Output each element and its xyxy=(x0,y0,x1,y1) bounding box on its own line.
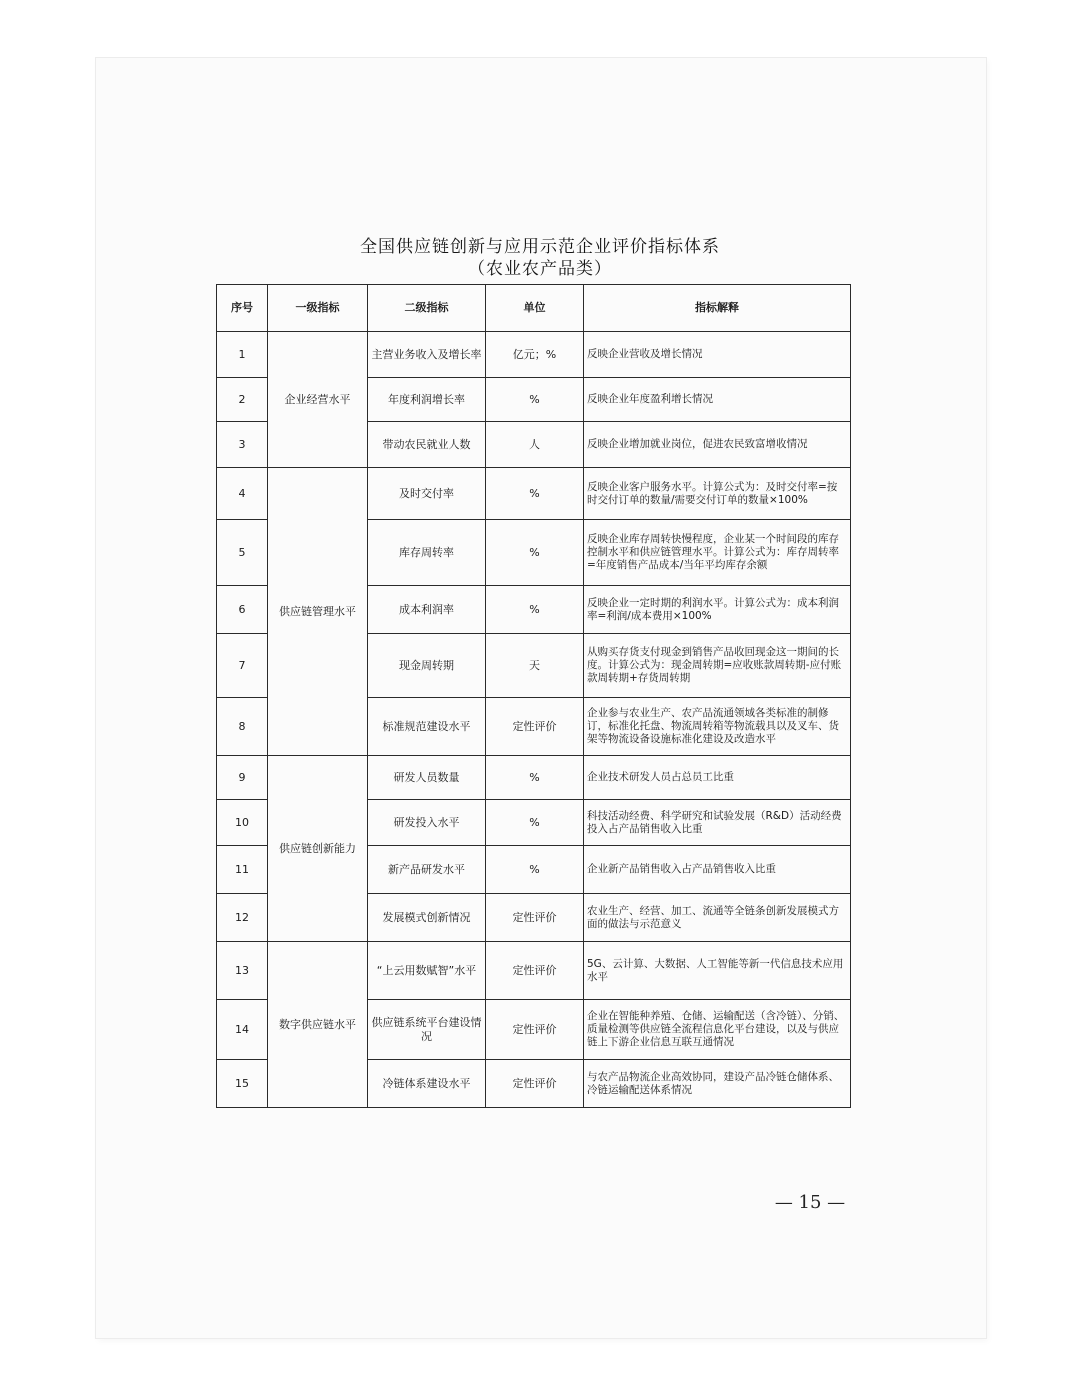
header-explain: 指标解释 xyxy=(584,285,851,332)
row-no: 5 xyxy=(217,520,268,586)
row-no: 13 xyxy=(217,942,268,1000)
row-indicator: 研发投入水平 xyxy=(368,800,486,846)
row-unit: 天 xyxy=(486,634,584,698)
row-no: 8 xyxy=(217,698,268,756)
row-unit: 人 xyxy=(486,422,584,468)
row-explain: 反映企业增加就业岗位，促进农民致富增收情况 xyxy=(584,422,851,468)
table-row xyxy=(217,332,851,378)
row-explain: 反映企业一定时期的利润水平。计算公式为：成本利润率=利润/成本费用×100% xyxy=(584,586,851,634)
row-explain: 企业在智能种养殖、仓储、运输配送（含冷链）、分销、质量检测等供应链全流程信息化平台建设，以及与供应链上下游企业信息互联互通情况 xyxy=(584,1000,851,1060)
row-explain: 5G、云计算、大数据、人工智能等新一代信息技术应用水平 xyxy=(584,942,851,1000)
row-unit: % xyxy=(486,800,584,846)
row-indicator: 发展模式创新情况 xyxy=(368,894,486,942)
row-unit: 定性评价 xyxy=(486,1060,584,1108)
row-indicator: 主营业务收入及增长率 xyxy=(368,332,486,378)
indicator-table xyxy=(216,284,851,1108)
row-no: 4 xyxy=(217,468,268,520)
row-indicator: 及时交付率 xyxy=(368,468,486,520)
document-subtitle: （农业农产品类） xyxy=(468,259,612,279)
row-no: 7 xyxy=(217,634,268,698)
table-header-row xyxy=(217,285,851,332)
row-indicator: 研发人员数量 xyxy=(368,756,486,800)
row-explain: 反映企业年度盈利增长情况 xyxy=(584,378,851,422)
row-indicator: 供应链系统平台建设情况 xyxy=(368,1000,486,1060)
row-unit: 定性评价 xyxy=(486,1000,584,1060)
row-indicator: 新产品研发水平 xyxy=(368,846,486,894)
header-unit: 单位 xyxy=(486,285,584,332)
header-no: 序号 xyxy=(217,285,268,332)
group-label: 数字供应链水平 xyxy=(268,942,368,1108)
row-indicator: 标准规范建设水平 xyxy=(368,698,486,756)
row-unit: 定性评价 xyxy=(486,698,584,756)
row-unit: 定性评价 xyxy=(486,942,584,1000)
row-explain: 与农产品物流企业高效协同，建设产品冷链仓储体系、冷链运输配送体系情况 xyxy=(584,1060,851,1108)
row-explain: 反映企业库存周转快慢程度，企业某一个时间段的库存控制水平和供应链管理水平。计算公式为：库存周转率=年度销售产品成本/当年平均库存余额 xyxy=(584,520,851,586)
row-no: 14 xyxy=(217,1000,268,1060)
row-unit: % xyxy=(486,586,584,634)
row-no: 3 xyxy=(217,422,268,468)
group-label: 企业经营水平 xyxy=(268,332,368,468)
row-indicator: 库存周转率 xyxy=(368,520,486,586)
group-label: 供应链创新能力 xyxy=(268,756,368,942)
row-unit: 定性评价 xyxy=(486,894,584,942)
row-no: 10 xyxy=(217,800,268,846)
table-row xyxy=(217,468,851,520)
group-label: 供应链管理水平 xyxy=(268,468,368,756)
row-unit: % xyxy=(486,468,584,520)
row-no: 11 xyxy=(217,846,268,894)
row-no: 9 xyxy=(217,756,268,800)
row-unit: % xyxy=(486,756,584,800)
row-indicator: 年度利润增长率 xyxy=(368,378,486,422)
row-no: 6 xyxy=(217,586,268,634)
row-indicator: 现金周转期 xyxy=(368,634,486,698)
document-title: 全国供应链创新与应用示范企业评价指标体系 xyxy=(360,237,720,257)
header-level2: 二级指标 xyxy=(368,285,486,332)
row-indicator: 成本利润率 xyxy=(368,586,486,634)
row-no: 12 xyxy=(217,894,268,942)
row-indicator: 冷链体系建设水平 xyxy=(368,1060,486,1108)
row-unit: % xyxy=(486,378,584,422)
row-no: 2 xyxy=(217,378,268,422)
row-explain: 从购买存货支付现金到销售产品收回现金这一期间的长度。计算公式为：现金周转期=应收账款周转期-应付账款周转期+存货周转期 xyxy=(584,634,851,698)
row-explain: 农业生产、经营、加工、流通等全链条创新发展模式方面的做法与示范意义 xyxy=(584,894,851,942)
row-explain: 企业技术研发人员占总员工比重 xyxy=(584,756,851,800)
row-no: 1 xyxy=(217,332,268,378)
row-explain: 反映企业客户服务水平。计算公式为：及时交付率=按时交付订单的数量/需要交付订单的数量×100% xyxy=(584,468,851,520)
page-number: — 15 — xyxy=(774,1192,846,1213)
row-no: 15 xyxy=(217,1060,268,1108)
row-explain: 企业参与农业生产、农产品流通领域各类标准的制修订，标准化托盘、物流周转箱等物流载具以及叉车、货架等物流设备设施标准化建设及改造水平 xyxy=(584,698,851,756)
row-explain: 科技活动经费、科学研究和试验发展（R&D）活动经费投入占产品销售收入比重 xyxy=(584,800,851,846)
table-row xyxy=(217,942,851,1000)
header-level1: 一级指标 xyxy=(268,285,368,332)
row-explain: 反映企业营收及增长情况 xyxy=(584,332,851,378)
row-unit: % xyxy=(486,846,584,894)
row-indicator: “上云用数赋智”水平 xyxy=(368,942,486,1000)
row-unit: 亿元；% xyxy=(486,332,584,378)
row-unit: % xyxy=(486,520,584,586)
row-indicator: 带动农民就业人数 xyxy=(368,422,486,468)
table-row xyxy=(217,756,851,800)
row-explain: 企业新产品销售收入占产品销售收入比重 xyxy=(584,846,851,894)
